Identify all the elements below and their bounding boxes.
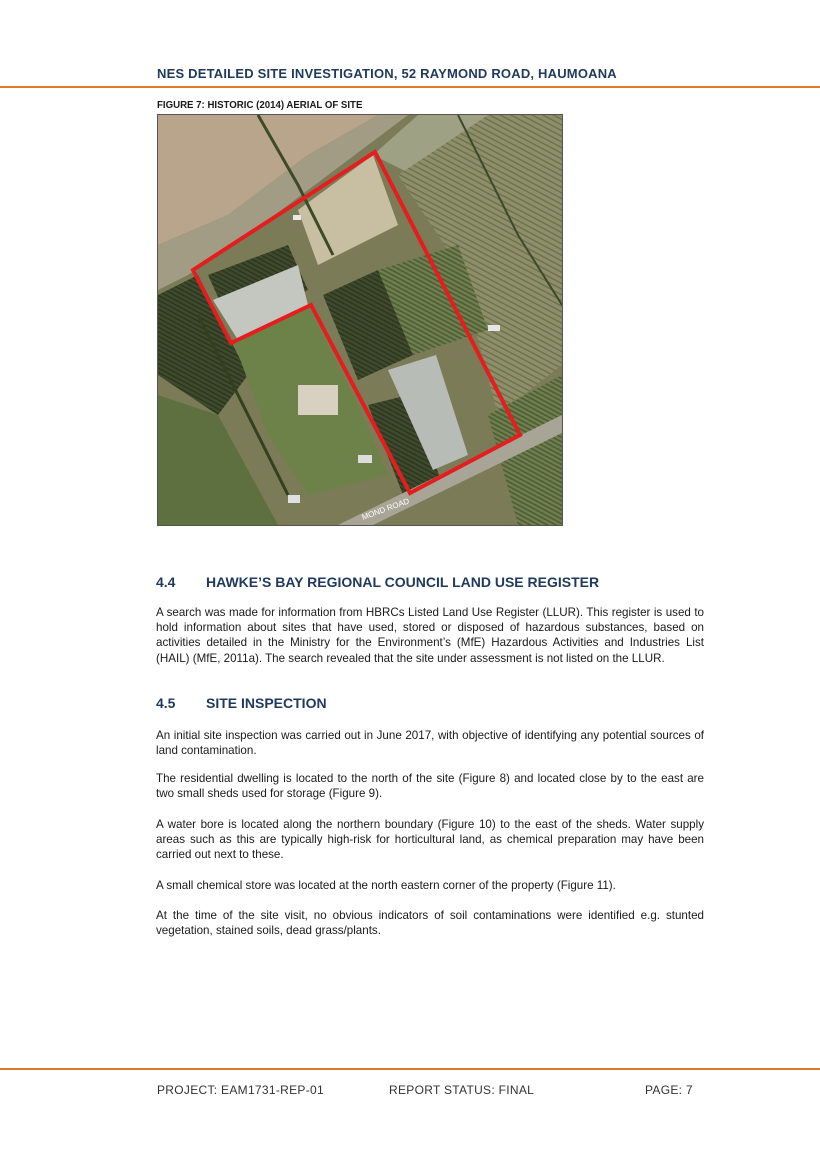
footer-report-status: REPORT STATUS: FINAL: [389, 1083, 535, 1097]
paragraph: A small chemical store was located at the north eastern corner of the property (Figure 11).: [156, 879, 616, 892]
section-heading-4-5: [156, 695, 327, 711]
section-heading-4-4: [156, 574, 599, 590]
footer-page-number: PAGE: 7: [645, 1083, 693, 1097]
section-title: SITE INSPECTION: [206, 695, 327, 711]
paragraph: At the time of the site visit, no obvious indicators of soil contaminations were identified e.g. stunted vegetation, stained soils, dead grass/plants.: [156, 909, 704, 938]
footer-divider: [0, 1068, 820, 1070]
header-divider: [0, 86, 820, 88]
road-label: MOND ROAD: [360, 496, 411, 522]
figure-caption: FIGURE 7: HISTORIC (2014) AERIAL OF SITE: [157, 99, 363, 111]
paragraph: A search was made for information from HBRCs Listed Land Use Register (LLUR). This register is used to hold information about sites that have used, stored or disposed of hazardous substances, based on activities detailed in the Ministry for the Environment’s (MfE) Hazardous Activities and Industries List (HAIL) (MfE, 2011a). The search revealed that the site under assessment is not listed on the LLUR.: [156, 606, 704, 665]
paragraph: A water bore is located along the northern boundary (Figure 10) to the east of the sheds. Water supply areas such as this are typically high-risk for horticultural land, as chemical preparation may have been carried out next to these.: [156, 818, 704, 862]
footer-project: PROJECT: EAM1731-REP-01: [157, 1083, 324, 1097]
paragraph: An initial site inspection was carried out in June 2017, with objective of identifying any potential sources of land contamination.: [156, 729, 704, 758]
aerial-photo: [157, 114, 563, 526]
paragraph: The residential dwelling is located to the north of the site (Figure 8) and located close by to the east are two small sheds used for storage (Figure 9).: [156, 772, 704, 801]
page-header-title: NES DETAILED SITE INVESTIGATION, 52 RAYMOND ROAD, HAUMOANA: [157, 66, 617, 81]
section-title: HAWKE’S BAY REGIONAL COUNCIL LAND USE REGISTER: [206, 574, 600, 590]
section-number: 4.4: [156, 574, 176, 590]
section-number: 4.5: [156, 695, 176, 711]
